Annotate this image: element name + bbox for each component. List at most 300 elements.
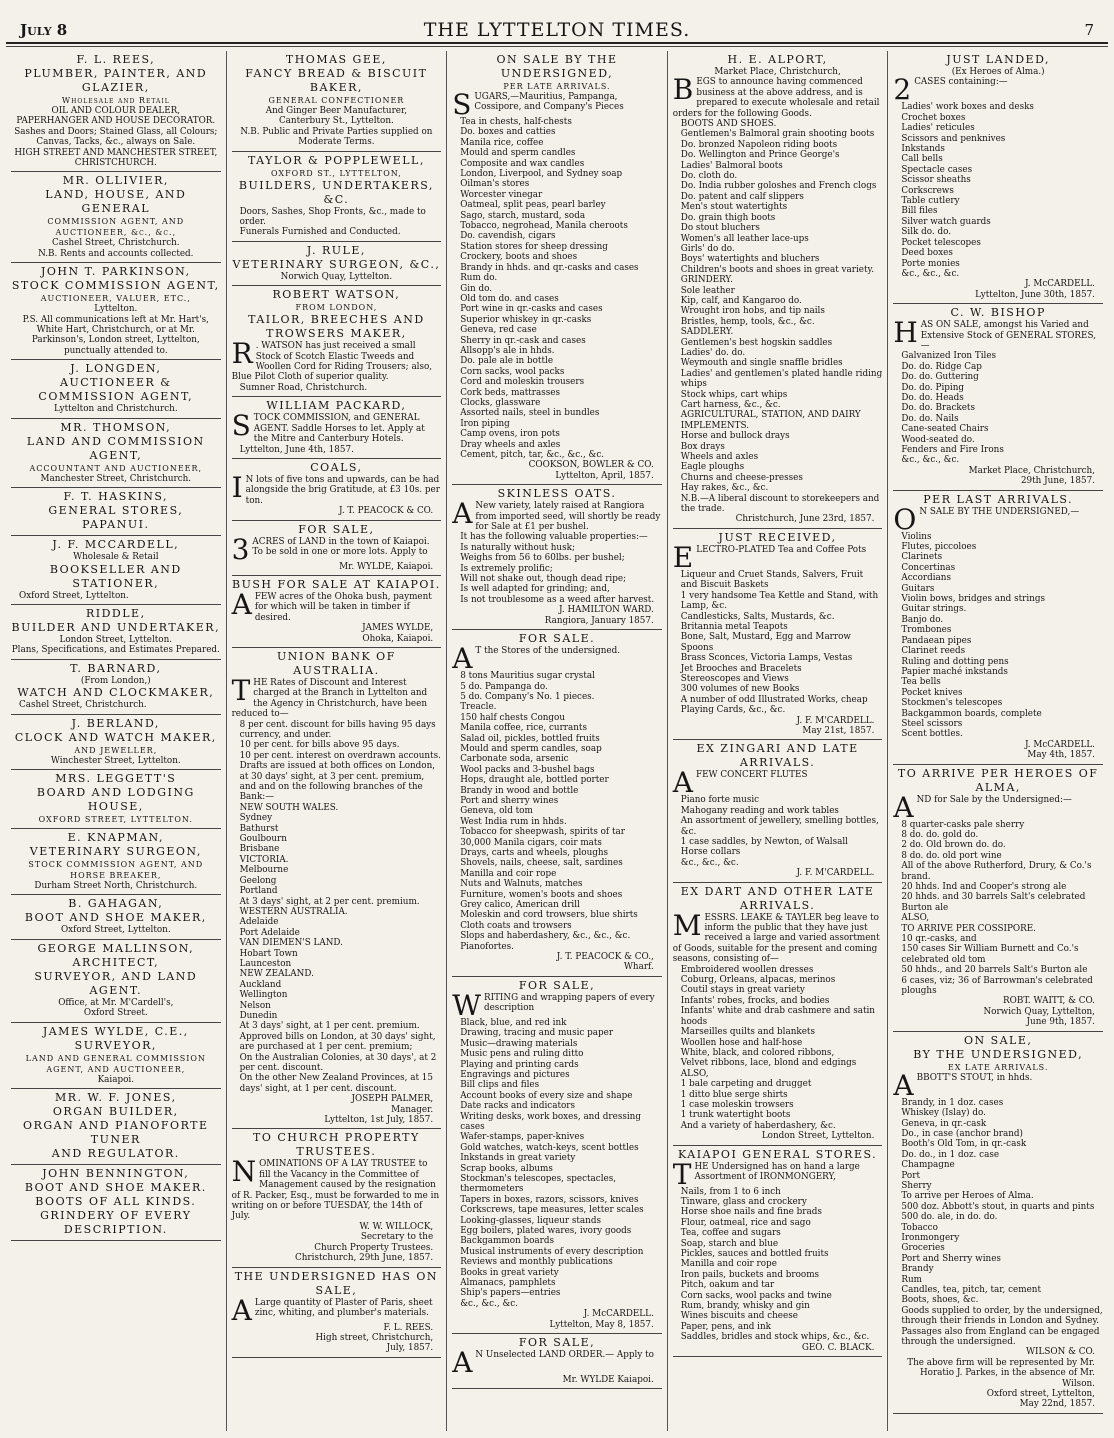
ad-item: Manilla and coir rope <box>460 868 557 879</box>
ad-item: Geneva, red case <box>460 325 537 336</box>
ad-heading: J. BERLAND, <box>71 716 160 730</box>
ad-item: Carbonate soda, arsenic <box>460 754 569 765</box>
page-header <box>6 18 1108 44</box>
ad-item: Piano forte music <box>680 795 760 806</box>
ad-item: 1 bale carpeting and drugget <box>680 1079 812 1090</box>
ad-item: Engravings and pictures <box>460 1069 570 1080</box>
ad-item: Jet Brooches and Bracelets <box>680 663 802 674</box>
ad-line: Wholesale & Retail <box>73 552 159 563</box>
advertisement <box>452 485 662 630</box>
ad-subheading: COMMISSION AGENT, AND AUCTIONEER, &c., &c., <box>47 217 185 238</box>
ad-item: Horse collars <box>680 847 741 858</box>
ad-item: Pocket telescopes <box>901 237 981 248</box>
ad-body-text: FEW CONCERT FLUTES <box>696 770 808 781</box>
ad-item: Kip, calf, and Kangaroo do. <box>680 295 802 306</box>
ad-item: Scissor sheaths <box>901 175 971 186</box>
ad-heading: J. LONGDEN, <box>70 362 162 376</box>
ad-body-text: OMINATIONS OF A LAY TRUSTEE to fill the Vacancy in the Committee of Management caused by the resignation of R. Packer, Esq., must be forwarded to me in writing on or before TUESDAY, the 14th of July. <box>231 1159 440 1222</box>
ad-item: Clarinets <box>901 552 943 563</box>
ad-item: Do. India rubber goloshes and French clogs <box>680 181 877 192</box>
ad-item: Spectacle cases <box>901 164 973 175</box>
ad-signature: Church Property Trustees. <box>314 1242 434 1253</box>
ad-item: 10 per cent. for bills above 95 days. <box>239 740 400 751</box>
ad-heading: ORGAN BUILDER, <box>52 1104 179 1118</box>
ad-subheading: FROM LONDON, <box>295 303 378 313</box>
ad-item: Accordians <box>901 573 951 584</box>
ad-item: 2 do. Old brown do. do. <box>901 840 1006 851</box>
ad-item: Geneva, old tom <box>460 806 533 817</box>
ad-item: Corkscrews <box>901 185 954 196</box>
ad-heading: J. F. MCCARDELL, <box>52 538 180 552</box>
ad-item: 1 case saddles, by Newton, of Walsall <box>680 837 848 847</box>
ad-signature: Mr. WYLDE, Kaiapoi. <box>339 561 434 572</box>
ad-heading: J. RULE, <box>306 243 366 257</box>
ad-line: Canterbury St., Lyttelton. <box>278 116 394 127</box>
ad-body-text: . WATSON has just received a small Stock of Scotch Elastic Tweeds and Woollen Cord for Riding Trousers; also, Blue Pilot Cloth of superior quality. <box>231 341 433 383</box>
ad-signature: May 22nd, 1857. <box>1019 1399 1095 1410</box>
ad-item: Weighs from 56 to 60lbs. per bushel; <box>460 553 625 564</box>
ad-heading: FOR SALE. <box>518 632 596 646</box>
ad-heading: MRS. LEGGETT'S <box>55 771 177 785</box>
ad-item: Dray wheels and axles <box>460 439 561 450</box>
ad-item: Cord and moleskin trousers <box>460 377 585 388</box>
ad-item: Stockman's telescopes, spectacles, thermometers <box>460 1173 617 1195</box>
ad-item: Gentlemen's Balmoral grain shooting boots <box>680 129 875 140</box>
ad-item: 8 quarter-casks pale sherry <box>901 819 1025 830</box>
ad-item: Infants' white and drab cashmere and satin hoods <box>680 1006 875 1027</box>
ad-subheading: LAND AND GENERAL COMMISSION AGENT, AND AUCTIONEER, <box>25 1053 206 1074</box>
drop-cap-letter: A <box>672 766 694 800</box>
advertisement <box>893 491 1103 765</box>
ad-signature: The above firm will be represented by Mr. Horatio J. Parkes, in the absence of Mr. Wilson. <box>907 1357 1095 1389</box>
ad-item: 50 hhds., and 20 barrels Salt's Burton ale <box>901 965 1088 976</box>
ad-heading: ORGAN AND PIANOFORTE TUNER <box>23 1118 209 1146</box>
ad-body-text: New variety, lately raised at Rangiora from imported seed, will shortly be ready for Sale at £1 per bushel. <box>475 501 661 533</box>
ad-item: Sago, starch, mustard, soda <box>460 210 586 221</box>
ad-item: Allsopp's ale in hhds. <box>460 345 555 356</box>
ad-item: Boys' watertights and bluchers <box>680 254 820 265</box>
ad-item: Wrought iron hobs, and tip nails <box>680 306 825 317</box>
ad-item: Scent bottles. <box>901 729 963 740</box>
ad-heading: ARCHITECT, <box>72 955 160 969</box>
ad-heading: GEORGE MALLINSON, <box>37 941 195 955</box>
ad-item: Woollen hose and half-hose <box>680 1037 803 1048</box>
ad-item: Account books of every size and shape <box>460 1090 633 1101</box>
ad-item: Port wine in qr.-casks and cases <box>460 304 603 315</box>
drop-cap-letter: A <box>893 790 914 824</box>
ad-heading: MR. OLLIVIER, <box>62 174 169 188</box>
ad-body-text: N SALE BY THE UNDERSIGNED,— <box>919 506 1080 517</box>
ad-heading: GENERAL STORES, <box>48 504 184 518</box>
ad-item: Bone, Salt, Mustard, Egg and Marrow Spoons <box>680 632 851 653</box>
ad-signature: Wharf. <box>623 962 654 973</box>
column-4 <box>668 51 889 1431</box>
ad-body-text: BBOTT'S STOUT, in hhds. <box>916 1072 1033 1083</box>
ad-item: Books in great variety <box>460 1267 559 1278</box>
ad-item: Saddles, bridles and stock whips, &c., &c. <box>680 1332 870 1343</box>
ad-item: Cashel Street, Christchurch. <box>19 700 147 711</box>
ad-signature: WILSON & CO. <box>1026 1347 1095 1358</box>
ad-body <box>893 790 1103 824</box>
advertisement <box>673 51 883 529</box>
ad-item: Churns and cheese-presses <box>680 472 803 483</box>
advertisement <box>11 488 221 536</box>
advertisement <box>11 172 221 263</box>
ad-item: SADDLERY. <box>680 327 734 338</box>
ad-heading: BOOKSELLER AND STATIONER, <box>49 562 182 590</box>
ad-item: Launceston <box>239 958 292 969</box>
ad-item: On the other New Zealand Provinces, at 15 days' sight, at 1 per cent. discount. <box>239 1073 433 1094</box>
newspaper-title: THE LYTTELTON TIMES. <box>423 19 691 41</box>
ad-signature: J. McCARDELL. <box>1024 279 1095 290</box>
ad-item: Liqueur and Cruet Stands, Salvers, Fruit and Biscuit Baskets <box>680 569 864 591</box>
drop-cap-letter: W <box>452 988 481 1022</box>
ad-body <box>452 988 662 1022</box>
ad-item: Pandaean pipes <box>901 635 972 646</box>
ad-item: Trombones <box>901 625 952 636</box>
advertisement <box>452 1334 662 1389</box>
ad-item: A number of odd Illustrated Works, cheap <box>680 694 868 705</box>
ad-heading: VETERINARY SURGEON, <box>29 844 202 858</box>
advertisement <box>232 1268 442 1358</box>
drop-cap-letter: A <box>231 587 252 621</box>
ad-item: Tea bells <box>901 677 941 688</box>
ad-item: Pickles, sauces and bottled fruits <box>680 1249 829 1259</box>
advertisement <box>11 940 221 1023</box>
ad-item: Tobacco for sheepwash, spirits of tar <box>460 827 625 838</box>
ad-item: &c., &c., &c. <box>901 268 960 279</box>
ad-item: BOOTS AND SHOES. <box>680 119 777 130</box>
ad-item: Britannia metal Teapots <box>680 621 788 632</box>
ad-item: Scissors and penknives <box>901 133 1006 144</box>
ad-item: Composite and wax candles <box>460 158 585 169</box>
ad-item: Tapers in boxes, razors, scissors, knives <box>460 1194 639 1205</box>
ad-subheading: AND JEWELLER, <box>74 745 158 755</box>
ad-heading: JUST RECEIVED, <box>718 530 837 544</box>
columns <box>6 51 1108 1431</box>
ad-line: OIL AND COLOUR DEALER, <box>51 106 181 116</box>
advertisement <box>11 360 221 418</box>
ad-item: Whiskey (Islay) do. <box>901 1108 986 1119</box>
ad-heading: ON SALE, <box>963 1033 1033 1047</box>
column-2 <box>227 51 448 1431</box>
ad-item: Box drays <box>680 441 725 452</box>
ad-item: Do. do., in 1 doz. case <box>901 1149 1000 1160</box>
ad-item: London, Liverpool, and Sydney soap <box>460 169 623 180</box>
ad-heading: F. T. HASKINS, <box>63 490 169 504</box>
ad-body-text: T the Stores of the undersigned. <box>475 646 621 657</box>
advertisement <box>11 51 221 172</box>
ad-line: Lyttelton and Christchurch. <box>53 404 178 415</box>
ad-heading: ON SALE BY THE UNDERSIGNED, <box>496 53 618 80</box>
ad-item: Horse and bullock drays <box>680 431 790 442</box>
ad-item: Hobart Town <box>239 948 298 959</box>
ad-item: Tea, coffee and sugars <box>680 1228 781 1239</box>
ad-line: N.B. Public and Private Parties supplied on Moderate Terms. <box>240 126 433 148</box>
ad-heading: VETERINARY SURGEON, &C., <box>232 257 441 271</box>
ad-item: 150 cases Sir William Burnett and Co.'s celebrated old tom <box>901 944 1079 965</box>
ad-line: Oxford Street. <box>83 1008 148 1019</box>
ad-item: 8 tons Mauritius sugar crystal <box>460 671 595 682</box>
drop-cap-letter: A <box>452 497 473 531</box>
ad-item: Egg boilers, plated wares, ivory goods <box>460 1226 632 1236</box>
ad-item: Cement, pitch, tar, &c., &c., &c. <box>460 450 605 460</box>
ad-item: Violins <box>901 531 932 542</box>
ad-item: Nelson <box>239 1000 271 1011</box>
ad-line: HIGH STREET AND MANCHESTER STREET, CHRISTCHURCH. <box>14 147 218 169</box>
ad-item: Men's stout watertights <box>680 202 788 213</box>
ad-signature: July, 1857. <box>386 1343 434 1354</box>
ad-item: Table cutlery <box>901 196 960 207</box>
ad-item: Date racks and indicators <box>460 1101 576 1112</box>
ad-item: Do., in case (anchor brand) <box>901 1128 1023 1139</box>
ad-subheading: OXFORD ST., LYTTELTON, <box>270 168 402 178</box>
ad-item: 10 per cent. interest on overdrawn accounts. <box>239 750 441 761</box>
ad-item: Goods supplied to order, by the undersigned, through their friends in London and Sydney. <box>901 1305 1103 1327</box>
ad-item: Flutes, piccoloes <box>901 542 977 553</box>
ad-body <box>672 908 883 965</box>
ad-heading: FANCY BREAD & BISCUIT BAKER, <box>245 67 428 94</box>
ad-item: Sherry <box>901 1180 932 1191</box>
ad-item: Sherry in qr.-cask and cases <box>460 335 586 346</box>
ad-item: Moleskin and cord trowsers, blue shirts <box>460 910 638 921</box>
ad-item: Slops and haberdashery, &c., &c., &c. <box>460 931 631 942</box>
ad-line: Sashes and Doors; Stained Glass, all Colours; Canvas, Tacks, &c., always on Sale. <box>14 126 218 148</box>
ad-item: AGRICULTURAL, STATION, AND DAIRY IMPLEMENTS. <box>680 410 861 431</box>
ad-signature: Rangiora, January 1857. <box>544 615 654 626</box>
ad-heading: H. E. ALPORT, <box>727 53 828 66</box>
ad-item: 500 do. ale, in do. do. <box>901 1212 998 1223</box>
advertisement <box>673 883 883 1146</box>
ad-line: Oxford Street, Lyttelton. <box>60 925 171 936</box>
advertisement <box>11 715 221 770</box>
ad-item: Will not shake out, though dead ripe; <box>460 574 627 585</box>
ad-item: Stockmen's telescopes <box>901 698 1003 709</box>
ad-heading: THE UNDERSIGNED HAS ON SALE, <box>234 1269 439 1297</box>
ad-item: Bristles, hemp, tools, &c., &c. <box>680 316 815 327</box>
ad-item: Pitch, oakum and tar <box>680 1280 775 1291</box>
ad-heading: SURVEYOR, <box>74 1038 157 1052</box>
advertisement <box>232 1129 442 1267</box>
ad-line: Office, at Mr. M'Cardell's, <box>58 997 174 1008</box>
ad-item: Marseilles quilts and blankets <box>680 1027 815 1038</box>
ad-subheading: EX LATE ARRIVALS. <box>947 1062 1049 1072</box>
ad-item: Brass Sconces, Victoria Lamps, Vestas <box>680 653 853 664</box>
ad-heading: BOOT AND SHOE MAKER. <box>24 1180 207 1194</box>
ad-item: Geelong <box>239 875 277 886</box>
ad-item: 1 trunk watertight boots <box>680 1110 791 1121</box>
ad-item: Superior whiskey in qr.-casks <box>460 314 592 325</box>
ad-item: Paper, pens, and ink <box>680 1321 771 1332</box>
ad-body <box>893 73 1103 107</box>
ad-heading: FOR SALE, <box>518 1336 596 1350</box>
ad-body <box>672 1157 883 1191</box>
ad-signature: JOSEPH PALMER, <box>351 1094 434 1105</box>
ad-heading: BOARD AND LODGING HOUSE, <box>36 785 195 813</box>
ad-item: Do. do. Ridge Cap <box>901 361 982 372</box>
ad-item: Furniture, women's boots and shoes <box>460 889 623 900</box>
ad-heading: TO ARRIVE PER HEROES OF ALMA, <box>897 766 1099 794</box>
ad-item: Mould and sperm candles, soap <box>460 743 602 754</box>
ad-item: Port Adelaide <box>239 927 300 938</box>
ad-item: Do. grain thigh boots <box>680 212 776 223</box>
advertisement <box>11 1165 221 1241</box>
ad-item: Hops, draught ale, bottled porter <box>460 775 609 786</box>
ad-heading: JAMES WYLDE, C.E., <box>42 1024 189 1038</box>
ad-item: Auckland <box>239 979 282 990</box>
ad-heading: F. L. REES, <box>76 53 156 66</box>
ad-item: Goulbourn <box>239 834 287 845</box>
ad-item: 10 qr.-casks, and <box>901 934 977 945</box>
ad-body-text: Large quantity of Plaster of Paris, sheet zinc, whiting, and plumber's materials. <box>254 1297 433 1318</box>
ad-body <box>452 642 662 676</box>
ad-item: Guitars <box>901 583 935 594</box>
ad-heading: BUILDER AND UNDERTAKER, <box>11 620 221 634</box>
ad-item: Do. Wellington and Prince George's <box>680 150 840 161</box>
ad-subheading: AUCTIONEER, VALUER, ETC., <box>40 294 191 304</box>
ad-item: All of the above Rutherford, Drury, & Co.'s brand. <box>901 861 1092 882</box>
ad-item: 8 do. do. gold do. <box>901 829 979 840</box>
ad-item: Backgammon boards <box>460 1236 554 1247</box>
ad-item: Call bells <box>901 154 943 165</box>
ad-signature: Lyttelton, June 30th, 1857. <box>975 289 1095 300</box>
ad-item: Wheels and axles <box>680 452 759 463</box>
advertisement <box>452 51 662 485</box>
ad-signature: Norwich Quay, Lyttelton, <box>983 1006 1095 1017</box>
ad-item: VAN DIEMEN'S LAND. <box>239 938 343 949</box>
ad-item: Old tom do. and cases <box>460 293 559 304</box>
ad-item: Port <box>901 1170 920 1181</box>
ad-item: TO ARRIVE PER COSSIPORE. <box>901 923 1036 934</box>
ad-heading: BUSH FOR SALE AT KAIAPOI. <box>232 577 441 591</box>
ad-line: Lyttelton. <box>94 304 138 315</box>
ad-signature: May 4th, 1857. <box>1027 750 1095 761</box>
ad-signature: 29th June, 1857. <box>1020 476 1095 487</box>
ad-item: Tobacco, negrohead, Manila cheroots <box>460 221 628 232</box>
ad-item: Women's all leather lace-ups <box>680 233 809 244</box>
ad-subheading: GENERAL CONFECTIONER <box>268 96 405 105</box>
ad-line: London Street, Lyttelton. <box>59 634 173 645</box>
advertisement <box>893 1032 1103 1414</box>
ad-item: Champagne <box>901 1160 955 1171</box>
ad-item: Flour, oatmeal, rice and sago <box>680 1217 811 1228</box>
ad-item: Grey calico, American drill <box>460 900 580 911</box>
ad-item: Wool packs and 3-bushel bags <box>460 764 595 775</box>
ad-item: Camp ovens, iron pots <box>460 429 560 440</box>
ad-item: Do. cloth do. <box>680 171 738 182</box>
ad-heading: MR. W. F. JONES, <box>55 1090 177 1104</box>
ad-signature: W. W. WILLOCK, <box>359 1221 434 1232</box>
ad-item: N.B.—A liberal discount to storekeepers and the trade. <box>680 493 880 515</box>
drop-cap-letter: R <box>231 337 253 371</box>
ad-signature: May 21st, 1857. <box>802 725 875 736</box>
drop-cap-letter: S <box>452 88 472 121</box>
ad-item: At 3 days' sight, at 1 per cent. premium. <box>239 1021 420 1032</box>
ad-item: Brisbane <box>239 844 280 855</box>
ad-item: Silk do. do. <box>901 227 952 238</box>
column-3 <box>447 51 668 1431</box>
ad-item: Inkstands in great variety <box>460 1153 576 1164</box>
ad-heading: C. W. BISHOP <box>950 306 1046 320</box>
ad-body-text: UGARS,—Mauritius, Pampanga, Cossipore, and Company's Pieces <box>474 92 624 113</box>
ad-item: Musical instruments of every description <box>460 1246 644 1257</box>
ad-item: Writing desks, work boxes, and dressing cases <box>460 1111 641 1132</box>
ad-heading: JUST LANDED, <box>946 53 1051 66</box>
ad-item: Playing Cards, &c., &c. <box>680 705 786 716</box>
ad-item: Wood-seated do. <box>901 434 975 445</box>
ad-item: &c., &c., &c. <box>680 857 739 868</box>
advertisement <box>11 829 221 895</box>
ad-heading: COALS, <box>310 460 363 474</box>
ad-body <box>231 470 442 506</box>
drop-cap-letter: A <box>452 642 473 676</box>
ad-heading: PER LAST ARRIVALS. <box>923 492 1074 506</box>
ad-heading: GRINDERY OF EVERY DESCRIPTION. <box>40 1208 192 1236</box>
ad-signature: Oxford street, Lyttelton, <box>986 1389 1095 1400</box>
ad-body-text: CASES containing:— <box>914 77 1008 88</box>
ad-body <box>231 1293 442 1327</box>
advertisement <box>673 740 883 882</box>
ad-signature: J. HAMILTON WARD. <box>559 605 654 616</box>
ad-heading: BOOTS OF ALL KINDS. <box>35 1194 197 1208</box>
advertisement <box>11 770 221 829</box>
ad-body <box>231 409 442 445</box>
ad-line: N.B. Rents and accounts collected. <box>38 248 194 259</box>
ad-item: Drays, carts and wheels, ploughs <box>460 848 609 858</box>
ad-item: Ladies' work boxes and desks <box>901 102 1034 113</box>
ad-heading: AUCTIONEER & COMMISSION AGENT, <box>38 376 194 404</box>
advertisement <box>893 304 1103 491</box>
drop-cap-letter: T <box>231 673 251 707</box>
advertisement <box>11 419 221 488</box>
ad-item: Concertinas <box>901 562 956 573</box>
ad-body <box>231 1155 442 1222</box>
ad-item: Funerals Furnished and Conducted. <box>239 227 401 238</box>
ad-body <box>452 88 662 121</box>
ad-item: Lyttelton, June 4th, 1857. <box>239 444 354 455</box>
ad-heading: TAILOR, BREECHES AND TROWSERS MAKER, <box>248 313 425 341</box>
ad-item: Music—drawing materials <box>460 1038 578 1049</box>
ad-item: Almanacs, pamphlets <box>460 1278 556 1289</box>
advertisement <box>11 605 221 660</box>
ad-item: Shovels, nails, cheese, salt, sardines <box>460 858 623 869</box>
ad-heading: LAND AND COMMISSION AGENT, <box>26 434 205 462</box>
ad-heading: PAPANUI. <box>82 518 150 532</box>
ad-item: Ironmongery <box>901 1232 960 1243</box>
advertisement <box>232 242 442 286</box>
advertisement <box>11 895 221 939</box>
ad-body-text: LECTRO-PLATED Tea and Coffee Pots <box>696 544 867 555</box>
ad-item: Worcester vinegar <box>460 189 543 200</box>
ad-item: Candles, tea, pitch, tar, cement <box>901 1285 1042 1295</box>
column-5 <box>888 51 1108 1431</box>
ad-item: Papier maché inkstands <box>901 666 1008 677</box>
ad-item: Do. do. Guttering <box>901 372 979 383</box>
ad-item: VICTORIA. <box>239 854 289 865</box>
ad-item: Cloth coats and trowsers <box>460 920 572 931</box>
drop-cap-letter: S <box>231 409 251 443</box>
ad-item: 1 very handsome Tea Kettle and Stand, with Lamp, &c. <box>680 590 879 612</box>
ad-item: Do. bronzed Napoleon riding boots <box>680 139 838 150</box>
drop-cap-letter: 3 <box>231 532 250 566</box>
ad-line: Norwich Quay, Lyttelton. <box>280 271 393 282</box>
ad-signature: J. F. M'CARDELL. <box>796 715 875 726</box>
ad-item: Crochet boxes <box>901 112 966 123</box>
ad-signature: Manager. <box>391 1104 434 1115</box>
ad-item: Sydney <box>239 813 273 824</box>
ad-heading: FOR SALE, <box>298 522 375 536</box>
ad-item: Candlesticks, Salts, Mustards, &c. <box>680 611 835 622</box>
